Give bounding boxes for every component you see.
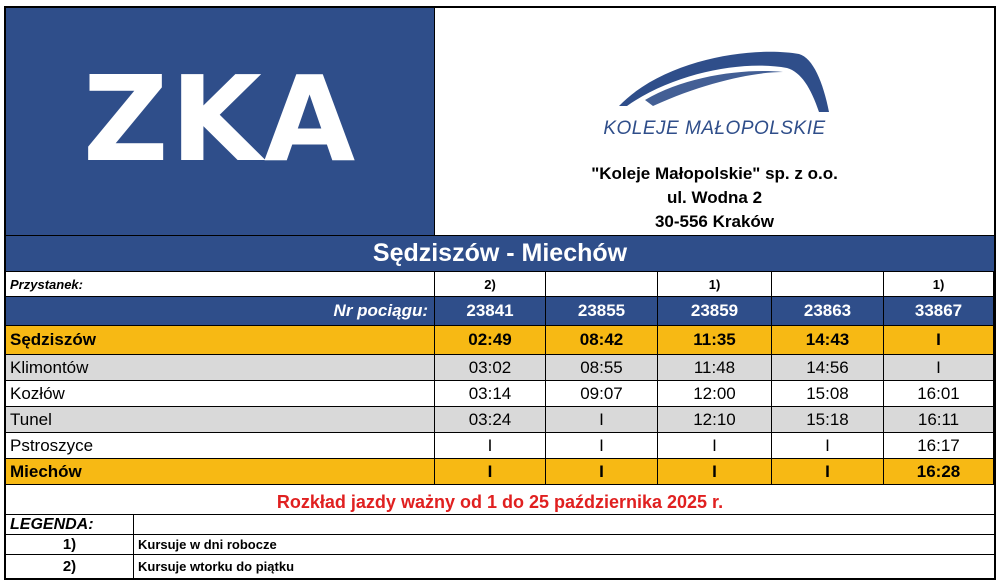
legend-text: Kursuje wtorku do piątku <box>138 559 295 574</box>
train-number-cell-text: 23859 <box>690 301 739 320</box>
stop-name-cell <box>6 433 435 459</box>
departure-time-cell <box>435 381 546 407</box>
departure-time-cell-text: I <box>936 330 941 349</box>
stop-name-cell-text: Miechów <box>10 461 82 481</box>
departure-time-cell <box>435 459 546 485</box>
note-cell <box>772 272 884 297</box>
departure-time-cell <box>546 433 658 459</box>
departure-time-cell <box>658 459 772 485</box>
legend-key-cell <box>6 535 134 555</box>
koleje-malopolskie-logo <box>605 42 835 114</box>
departure-time-cell <box>884 326 994 355</box>
departure-time-cell-text: I <box>599 461 604 481</box>
departure-time-cell-text: 12:10 <box>693 409 736 429</box>
legend-blank <box>134 515 994 535</box>
departure-time-cell <box>658 326 772 355</box>
departure-time-cell <box>546 459 658 485</box>
departure-time-cell-text: 16:11 <box>917 409 960 429</box>
departure-time-cell-text: 03:24 <box>468 409 512 429</box>
departure-time-cell <box>658 407 772 433</box>
departure-time-cell <box>884 407 994 433</box>
legend-key-cell <box>6 555 134 578</box>
departure-time-cell <box>658 433 772 459</box>
departure-time-cell-text: 16:17 <box>917 435 960 455</box>
note-cell-text: 1) <box>708 276 721 292</box>
departure-time-cell-text: I <box>487 461 493 481</box>
stop-name-cell-text: Sędziszów <box>10 330 96 349</box>
validity-note: Rozkład jazdy ważny od 1 do 25 października 2025 r. <box>276 492 724 512</box>
departure-time-cell-text: 14:56 <box>806 357 849 377</box>
departure-time-cell-text: I <box>712 461 717 481</box>
departure-time-cell <box>884 459 994 485</box>
departure-time-cell <box>435 326 546 355</box>
departure-time-cell-text: I <box>712 435 717 455</box>
validity-row <box>6 491 994 515</box>
note-cell <box>884 272 994 297</box>
stop-name-cell-text: Kozłów <box>10 383 65 403</box>
departure-time-cell-text: I <box>825 435 830 455</box>
train-no-header-cell-text: Nr pociągu: <box>333 301 428 320</box>
note-cell <box>658 272 772 297</box>
departure-time-cell <box>546 355 658 381</box>
departure-time-cell <box>546 381 658 407</box>
company-block <box>435 8 994 236</box>
departure-time-cell <box>435 407 546 433</box>
stop-header-cell <box>6 272 435 297</box>
company-city: 30-556 Kraków <box>654 212 775 231</box>
note-cell <box>435 272 546 297</box>
departure-time-cell-text: 15:18 <box>806 409 849 429</box>
departure-time-cell-text: 15:08 <box>806 383 849 403</box>
legend-title: LEGENDA: <box>10 515 94 533</box>
departure-time-cell <box>772 381 884 407</box>
departure-time-cell-text: 11:35 <box>693 330 736 349</box>
departure-time-cell <box>884 433 994 459</box>
departure-time-cell-text: I <box>936 357 941 377</box>
departure-time-cell <box>884 381 994 407</box>
legend-text-cell <box>134 555 994 578</box>
train-number-cell-text: 23841 <box>466 301 514 320</box>
note-cell <box>546 272 658 297</box>
departure-time-cell-text: 12:00 <box>693 383 736 403</box>
departure-time-cell <box>772 407 884 433</box>
departure-time-cell <box>772 326 884 355</box>
train-number-cell-text: 23863 <box>803 301 852 320</box>
departure-time-cell <box>435 355 546 381</box>
departure-time-cell <box>772 459 884 485</box>
departure-time-cell <box>435 433 546 459</box>
departure-time-cell-text: 16:28 <box>916 461 961 481</box>
departure-time-cell <box>772 433 884 459</box>
departure-time-cell <box>546 326 658 355</box>
train-number-cell <box>546 297 658 326</box>
zka-label: ZKA <box>82 49 358 188</box>
departure-time-cell-text: 03:14 <box>468 383 512 403</box>
departure-time-cell-text: 09:07 <box>580 383 623 403</box>
departure-time-cell <box>772 355 884 381</box>
stop-name-cell-text: Pstroszyce <box>10 435 94 455</box>
brand-name: KOLEJE MAŁOPOLSKIE <box>603 118 826 139</box>
departure-time-cell-text: 14:43 <box>805 330 850 349</box>
stop-name-cell <box>6 326 435 355</box>
note-cell-text: 2) <box>484 276 496 292</box>
stop-name-cell <box>6 407 435 433</box>
departure-time-cell-text: I <box>487 435 493 455</box>
departure-time-cell-text: 08:55 <box>580 357 623 377</box>
departure-time-cell <box>546 407 658 433</box>
departure-time-cell-text: 16:01 <box>917 383 960 403</box>
legend-text-cell <box>134 535 994 555</box>
stop-name-cell <box>6 381 435 407</box>
company-name: "Koleje Małopolskie" sp. z o.o. <box>591 164 838 183</box>
timetable-sheet <box>4 6 996 580</box>
departure-time-cell-text: I <box>599 409 604 429</box>
train-number-cell <box>772 297 884 326</box>
departure-time-cell-text: 08:42 <box>579 330 624 349</box>
route-title-band <box>6 236 994 272</box>
train-number-cell <box>435 297 546 326</box>
train-no-header-cell <box>6 297 435 326</box>
zka-block <box>6 8 435 236</box>
train-number-cell-text: 23855 <box>577 301 626 320</box>
departure-time-cell <box>884 355 994 381</box>
stop-name-cell <box>6 459 435 485</box>
departure-time-cell-text: 03:02 <box>468 357 512 377</box>
stop-name-cell-text: Klimontów <box>10 357 89 377</box>
train-number-cell <box>884 297 994 326</box>
departure-time-cell-text: I <box>599 435 604 455</box>
departure-time-cell <box>658 381 772 407</box>
company-street: ul. Wodna 2 <box>666 188 763 207</box>
train-number-cell <box>658 297 772 326</box>
stop-name-cell-text: Tunel <box>10 409 52 429</box>
legend-key: 1) <box>62 536 77 553</box>
stop-name-cell <box>6 355 435 381</box>
departure-time-cell <box>658 355 772 381</box>
departure-time-cell-text: I <box>825 461 830 481</box>
legend-title-cell <box>6 515 134 535</box>
legend-text: Kursuje w dni robocze <box>138 537 277 552</box>
departure-time-cell-text: 11:48 <box>693 357 736 377</box>
note-cell-text: 1) <box>932 276 945 292</box>
legend-key: 2) <box>62 558 77 575</box>
route-title: Sędziszów - Miechów <box>372 239 628 267</box>
departure-time-cell-text: 02:49 <box>468 330 512 349</box>
stop-header-cell-text: Przystanek: <box>10 276 83 292</box>
train-number-cell-text: 33867 <box>914 301 963 320</box>
